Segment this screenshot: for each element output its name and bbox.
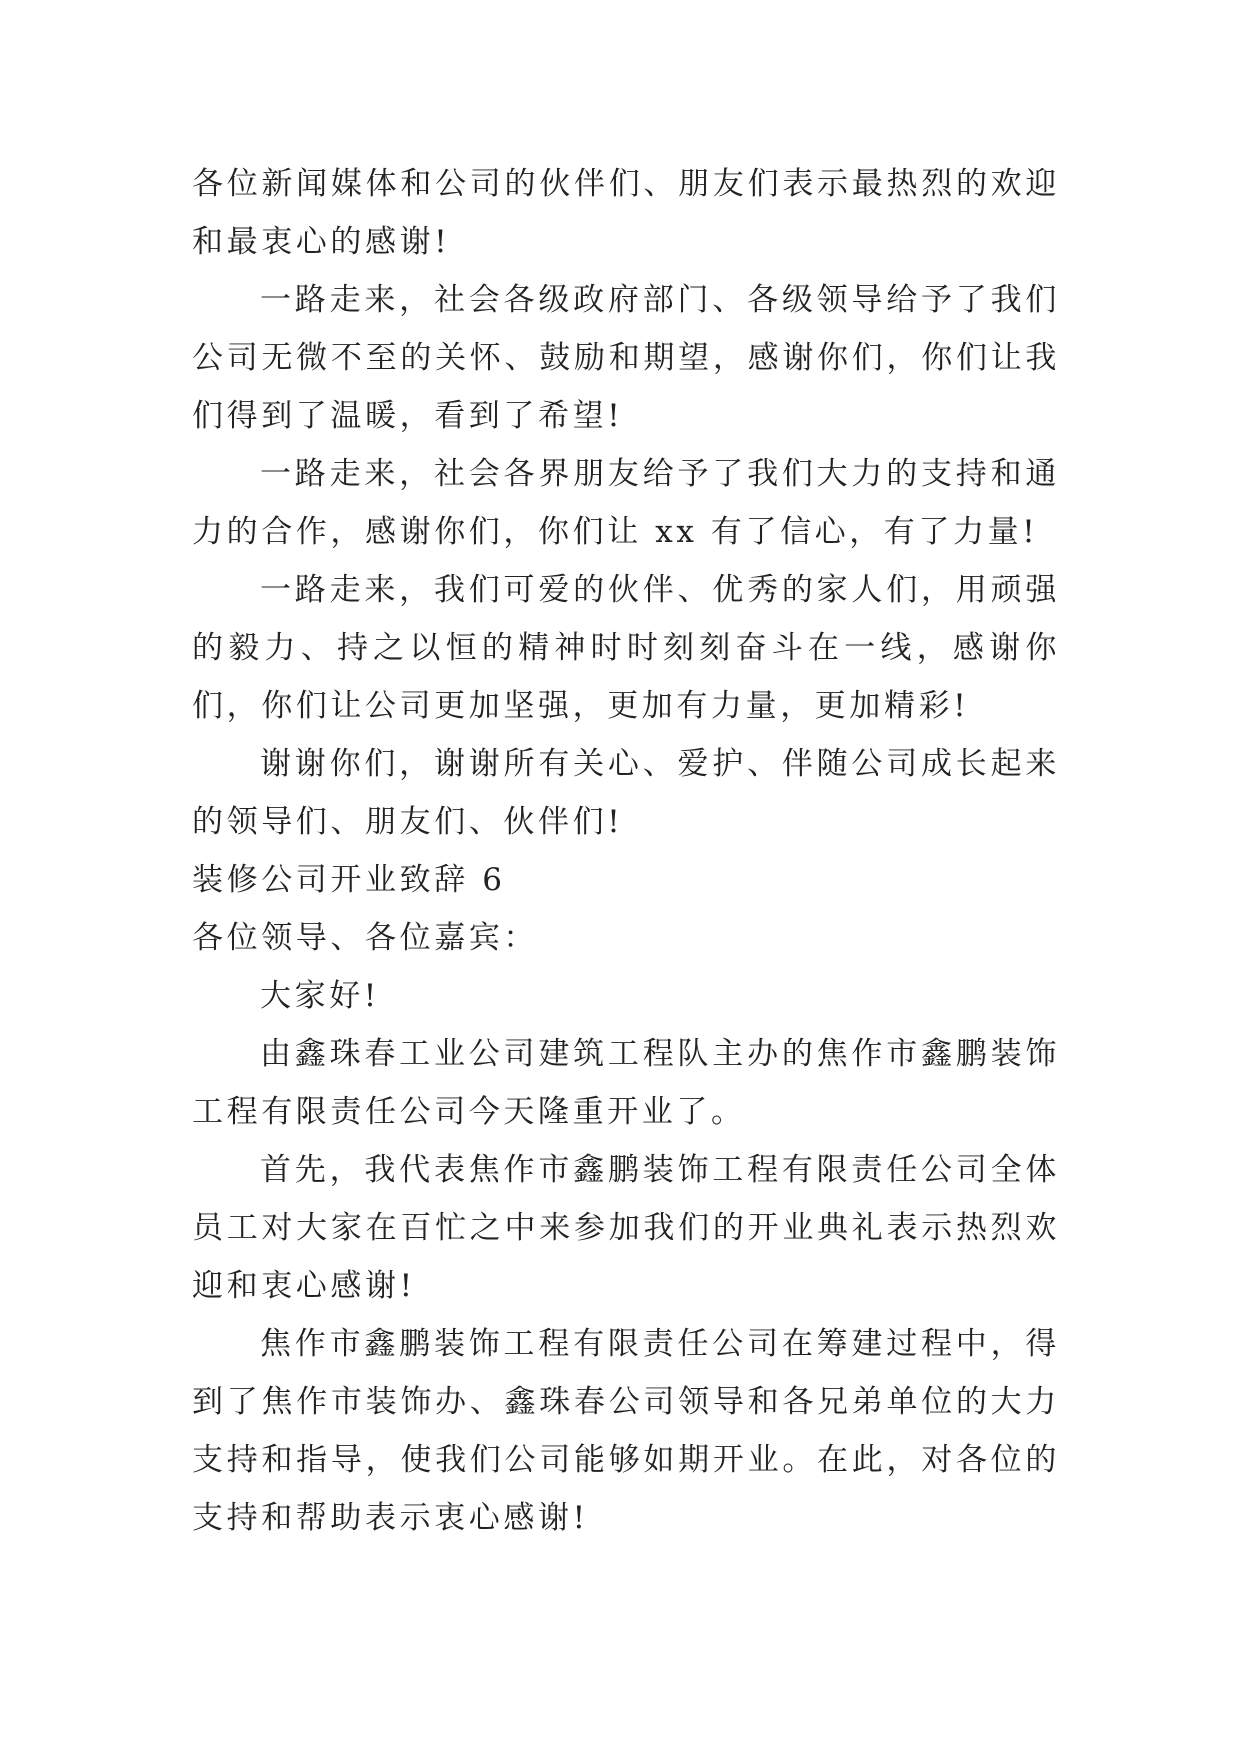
paragraph-staff-welcome: 首先，我代表焦作市鑫鹏装饰工程有限责任公司全体员工对大家在百忙之中来参加我们的开业典礼表示热烈欢迎和衷心感谢! xyxy=(192,1152,1060,1304)
paragraph-support-thanks: 焦作市鑫鹏装饰工程有限责任公司在筹建过程中，得到了焦作市装饰办、鑫珠春公司领导和各兄弟单位的大力支持和指导，使我们公司能够如期开业。在此，对各位的支持和帮助表示衷心感谢! xyxy=(192,1326,1060,1536)
paragraph-salutation: 各位领导、各位嘉宾： xyxy=(192,920,538,956)
document-body xyxy=(192,155,1060,1547)
paragraph-greeting: 大家好! xyxy=(260,978,380,1014)
paragraph-partners-thanks: 一路走来，我们可爱的伙伴、优秀的家人们，用顽强的毅力、持之以恒的精神时时刻刻奋斗在一线，感谢你们，你们让公司更加坚强，更加有力量，更加精彩! xyxy=(192,572,1060,724)
paragraph-opening-announcement: 由鑫珠春工业公司建筑工程队主办的焦作市鑫鹏装饰工程有限责任公司今天隆重开业了。 xyxy=(192,1036,1060,1130)
paragraph-government-thanks: 一路走来，社会各级政府部门、各级领导给予了我们公司无微不至的关怀、鼓励和期望，感谢你们，你们让我们得到了温暖，看到了希望! xyxy=(192,282,1060,434)
paragraph-welcome-thanks: 各位新闻媒体和公司的伙伴们、朋友们表示最热烈的欢迎和最衷心的感谢! xyxy=(192,166,1060,260)
paragraph-friends-thanks: 一路走来，社会各界朋友给予了我们大力的支持和通力的合作，感谢你们，你们让 xx 有了信心，有了力量! xyxy=(192,456,1060,550)
paragraph-closing-thanks: 谢谢你们，谢谢所有关心、爱护、伴随公司成长起来的领导们、朋友们、伙伴们! xyxy=(192,746,1060,840)
section-heading: 装修公司开业致辞 6 xyxy=(192,862,506,898)
